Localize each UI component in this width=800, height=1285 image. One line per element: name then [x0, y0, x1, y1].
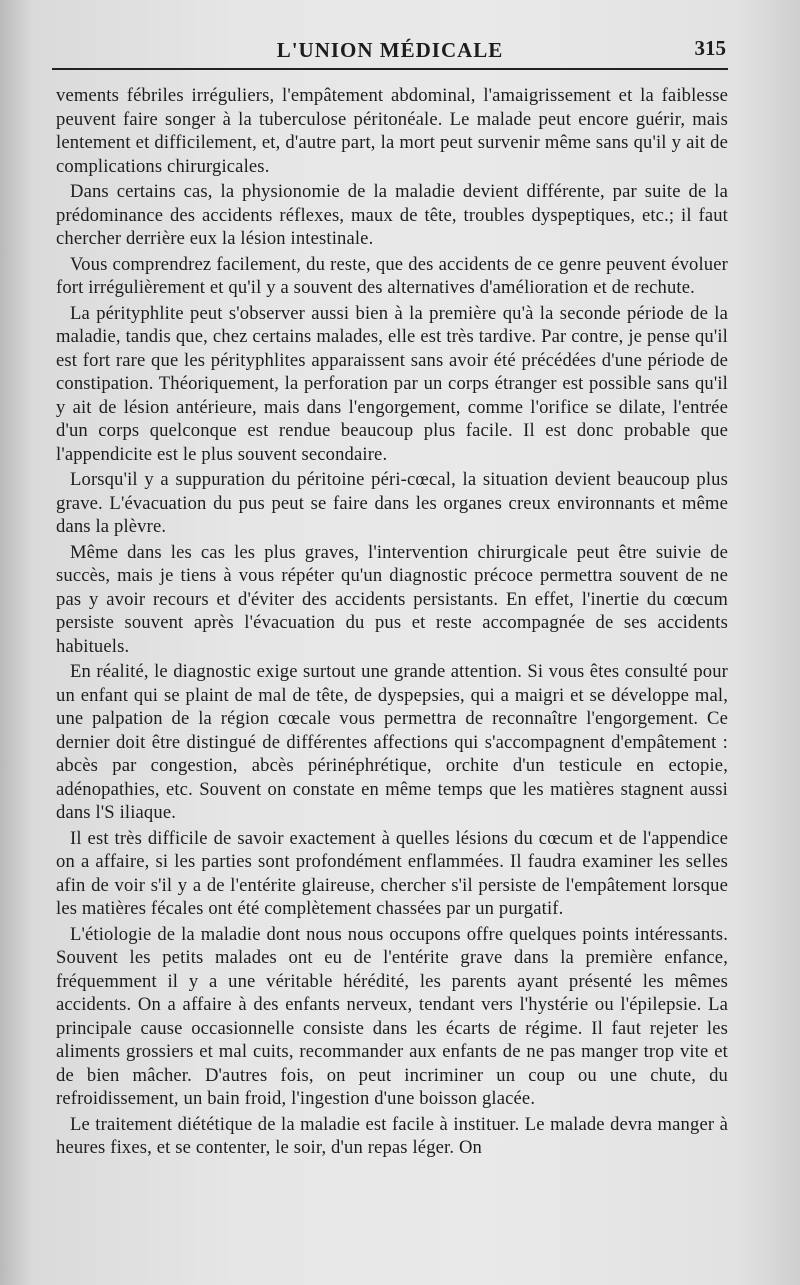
- journal-title: L'UNION MÉDICALE: [276, 38, 504, 62]
- paragraph-1: vements fébriles irréguliers, l'empâtement abdominal, l'amaigrissement et la faiblesse peuvent faire songer à la tuberculose péritonéale. Le malade peut encore guérir, mais lentement et difficilement, et, d'autre part, la mort peut survenir même sans qu'il y ait de complications chirurgicales.: [56, 85, 728, 177]
- paragraph-5: Lorsqu'il y a suppuration du péritoine péri-cœcal, la situation devient beaucoup plus grave. L'évacuation du pus peut se faire dans les organes creux environnants et même dans la plèvre.: [56, 469, 728, 537]
- paragraph-2: Dans certains cas, la physionomie de la maladie devient différente, par suite de la prédominance des accidents réflexes, maux de tête, troubles dyspeptiques, etc.; il faut chercher derrière eux la lésion intestinale.: [56, 181, 728, 249]
- paragraph-7: En réalité, le diagnostic exige surtout une grande attention. Si vous êtes consulté pour un enfant qui se plaint de mal de tête, de dyspepsies, qui a maigri et se développe mal, une palpation de la région cœcale vous permettra de reconnaître l'engorgement. Ce dernier doit être distingué de différentes affections qui s'accompagnent d'empâtement : abcès par congestion, abcès périnéphrétique, orchite d'un testicule en ectopie, adénopathies, etc. Souvent on constate en même temps que les matières stagnent aussi dans l'S iliaque.: [56, 661, 728, 823]
- running-header: [52, 34, 728, 70]
- paragraph-4: La pérityphlite peut s'observer aussi bien à la première qu'à la seconde période de la maladie, tandis que, chez certains malades, elle est très tardive. Par contre, je pense qu'il est fort rare que les pérityphlites apparaissent sans avoir été précédées d'une période de constipation. Théoriquement, la perforation par un corps étranger est possible sans qu'il y ait de lésion antérieure, mais dans l'engorgement, comme l'orifice se dilate, l'entrée d'un corps quelconque est rendue beaucoup plus facile. Il est donc probable que l'appendicite est le plus souvent secondaire.: [56, 302, 728, 465]
- page-number: 315: [694, 36, 726, 60]
- paragraph-8: Il est très difficile de savoir exactement à quelles lésions du cœcum et de l'appendice on a affaire, si les parties sont profondément enflammées. Il faudra examiner les selles afin de voir s'il y a de l'entérite glaireuse, chercher s'il persiste de l'empâtement lorsque les matières fécales ont été complètement chassées par un purgatif.: [56, 827, 728, 919]
- paragraph-3: Vous comprendrez facilement, du reste, que des accidents de ce genre peuvent évoluer fort irrégulièrement et qu'il y a souvent des alternatives d'amélioration et de rechute.: [56, 253, 728, 298]
- paragraph-6: Même dans les cas les plus graves, l'intervention chirurgicale peut être suivie de succès, mais je tiens à vous répéter qu'un diagnostic précoce permettra souvent de ne pas y avoir recours et d'éviter des accidents persistants. En effet, l'inertie du cœcum persiste souvent après l'évacuation du pus et reste accompagnée de ses accidents habituels.: [56, 541, 728, 657]
- body-text: [56, 84, 728, 1162]
- paragraph-9: L'étiologie de la maladie dont nous nous occupons offre quelques points intéressants. Souvent les petits malades ont eu de l'entérite grave dans la première enfance, fréquemment il y a une véritable hérédité, les parents ayant présenté les mêmes accidents. On a affaire à des enfants nerveux, tendant vers l'hystérie ou l'épilepsie. La principale cause occasionnelle consiste dans les écarts de régime. Il faut rejeter les aliments grossiers et mal cuits, recommander aux enfants de ne pas manger trop vite et de bien mâcher. D'autres fois, on peut incriminer un coup ou une chute, du refroidissement, un bain froid, l'ingestion d'une boisson glacée.: [56, 923, 728, 1109]
- paragraph-10: Le traitement diététique de la maladie est facile à instituer. Le malade devra manger à heures fixes, et se contenter, le soir, d'un repas léger. On: [56, 1113, 728, 1158]
